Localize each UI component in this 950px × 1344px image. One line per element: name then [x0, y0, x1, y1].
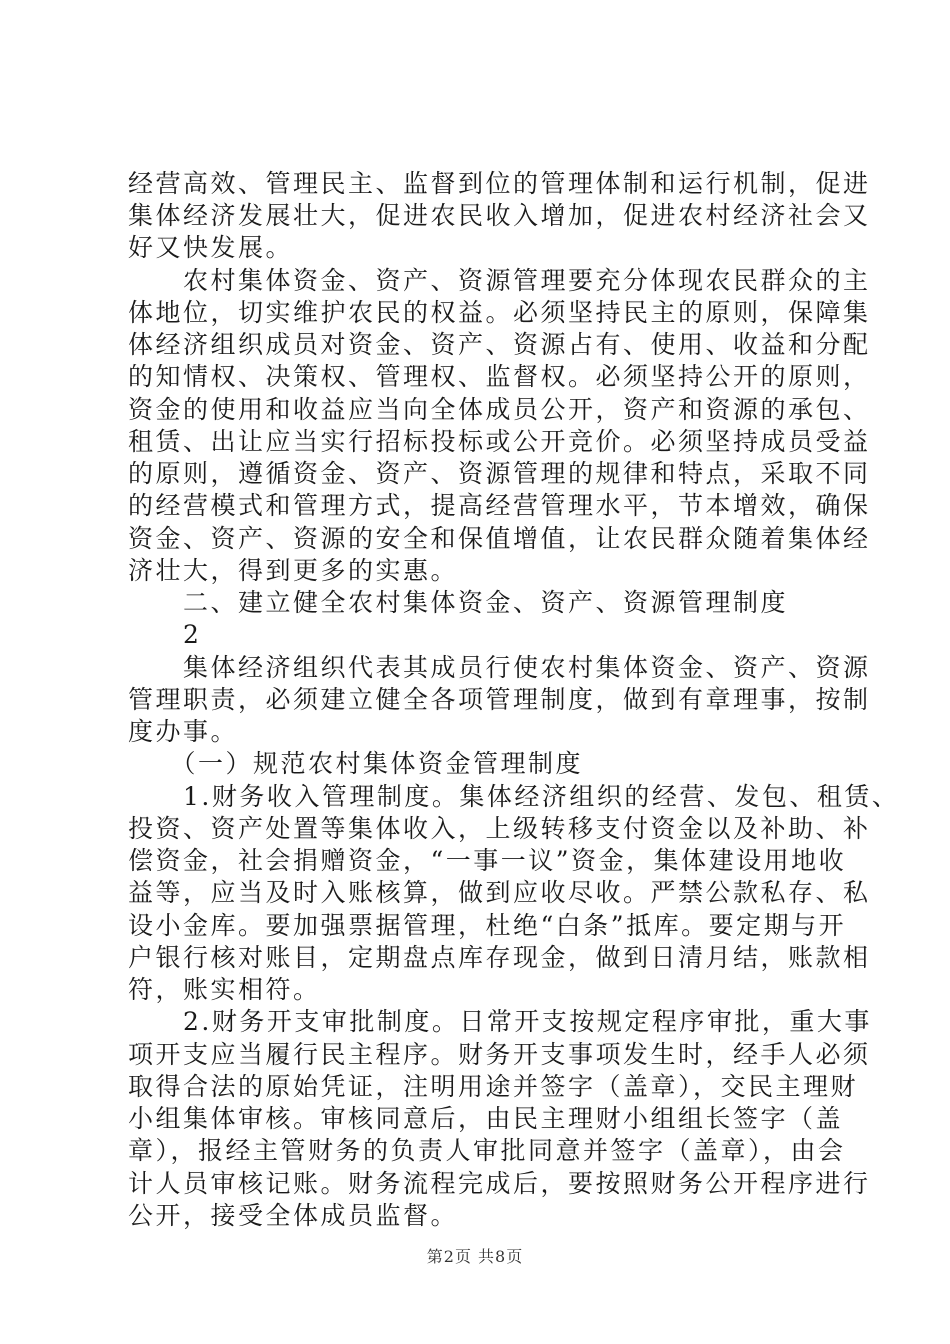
- text-line: 2: [128, 620, 202, 650]
- text-line: 资金、资产、资源的安全和保值增值，让农民群众随着集体经: [128, 523, 871, 553]
- text-line: 益等，应当及时入账核算，做到应收尽收。严禁公款私存、私: [128, 878, 871, 908]
- text-line: 取得合法的原始凭证，注明用途并签字（盖章），交民主理财: [128, 1071, 859, 1101]
- text-line: 户银行核对账目，定期盘点库存现金，做到日清月结，账款相: [128, 942, 871, 972]
- text-line: 集体经济发展壮大，促进农民收入增加，促进农村经济社会又: [128, 201, 871, 231]
- text-line: 资金的使用和收益应当向全体成员公开，资产和资源的承包、: [128, 394, 871, 424]
- text-line: 2.财务开支审批制度。日常开支按规定程序审批，重大事: [128, 1007, 872, 1037]
- text-line: 的原则，遵循资金、资产、资源管理的规律和特点，采取不同: [128, 459, 871, 489]
- text-line: 度办事。: [128, 717, 239, 747]
- text-line: 设小金库。要加强票据管理，杜绝“白条”抵库。要定期与开: [128, 910, 847, 940]
- text-line: 体地位，切实维护农民的权益。必须坚持民主的原则，保障集: [128, 297, 871, 327]
- section-heading: 二、建立健全农村集体资金、资产、资源管理制度: [128, 588, 789, 618]
- text-line: 好又快发展。: [128, 233, 294, 263]
- text-line: 的经营模式和管理方式，提高经营管理水平，节本增效，确保: [128, 491, 871, 521]
- text-line: 体经济组织成员对资金、资产、资源占有、使用、收益和分配: [128, 330, 871, 360]
- text-line: 公开，接受全体成员监督。: [128, 1200, 459, 1230]
- text-line: 经营高效、管理民主、监督到位的管理体制和运行机制，促进: [128, 169, 871, 198]
- text-line: 的知情权、决策权、管理权、监督权。必须坚持公开的原则，: [128, 362, 871, 392]
- text-line: 管理职责，必须建立健全各项管理制度，做到有章理事，按制: [128, 684, 871, 714]
- text-line: 农村集体资金、资产、资源管理要充分体现农民群众的主: [128, 265, 871, 295]
- text-line: 济壮大，得到更多的实惠。: [128, 555, 459, 585]
- text-line: 小组集体审核。审核同意后，由民主理财小组组长签字（盖: [128, 1104, 844, 1134]
- text-line: 项开支应当履行民主程序。财务开支事项发生时，经手人必须: [128, 1039, 871, 1069]
- text-line: 计人员审核记账。财务流程完成后，要按照财务公开程序进行: [128, 1168, 871, 1198]
- page-footer: 第2页 共8页: [426, 1247, 524, 1266]
- text-line: 租赁、出让应当实行招标投标或公开竞价。必须坚持成员受益: [128, 426, 871, 456]
- text-line: 章），报经主管财务的负责人审批同意并签字（盖章），由会: [128, 1136, 846, 1166]
- subsection-heading: （一）规范农村集体资金管理制度: [128, 749, 584, 779]
- text-line: 集体经济组织代表其成员行使农村集体资金、资产、资源: [128, 652, 871, 682]
- text-line: 投资、资产处置等集体收入，上级转移支付资金以及补助、补: [128, 813, 871, 843]
- text-line: 符，账实相符。: [128, 975, 321, 1005]
- text-line: 1.财务收入管理制度。集体经济组织的经营、发包、租赁、: [128, 781, 900, 811]
- text-line: 偿资金，社会捐赠资金，“一事一议”资金，集体建设用地收: [128, 846, 847, 876]
